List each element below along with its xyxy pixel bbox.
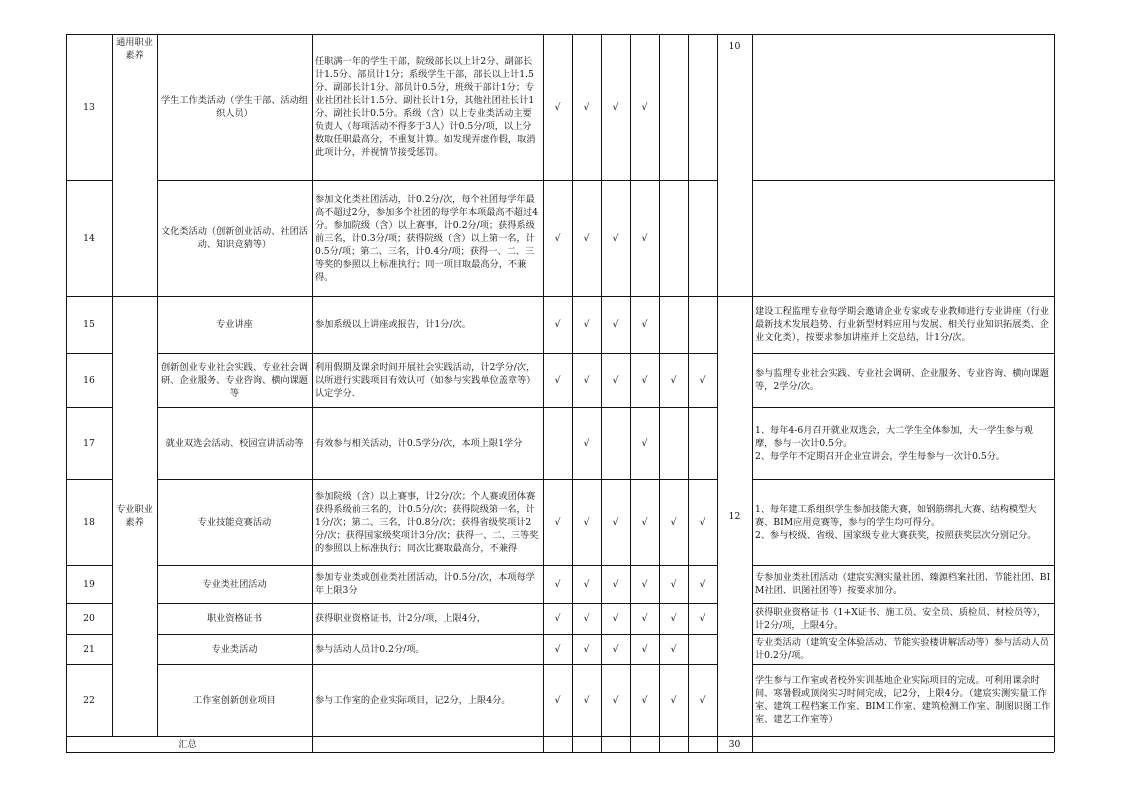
grid-line	[66, 603, 112, 604]
row-number-text: 14	[83, 232, 95, 244]
remark-text: 学生参与工作室或者校外实训基地企业实际项目的完成。可利用课余时间、寒暑假或顶岗实习时间完成，记2分，上限4分。（建宸实测实量工作室、建筑工程档案工作室、BIM工作室、建筑检测工作室、制图识图工作室、建艺工作室等）	[755, 675, 1051, 725]
points-general-text: 10	[728, 41, 741, 52]
scoring-criteria	[312, 353, 543, 407]
check-cell-text: √	[641, 643, 648, 655]
activity-name	[157, 34, 312, 180]
check-cell	[601, 479, 630, 565]
grid-line	[66, 479, 112, 480]
points-professional	[717, 296, 752, 736]
activity-name	[157, 634, 312, 664]
scoring-criteria	[312, 603, 543, 634]
check-cell	[659, 180, 688, 296]
activity-name	[157, 603, 312, 634]
scoring-criteria	[312, 296, 543, 353]
activity-name	[157, 296, 312, 353]
check-cell-text: √	[699, 516, 706, 528]
check-cell-text: √	[699, 578, 706, 590]
check-cell-text: √	[583, 613, 590, 624]
check-cell-text: √	[554, 374, 561, 386]
check-cell-text: √	[554, 516, 561, 528]
check-cell	[659, 664, 688, 736]
check-cell	[543, 407, 572, 479]
remark	[752, 34, 1054, 180]
check-cell-text: √	[583, 643, 590, 655]
remark-text: 1、每年建工系组织学生参加技能大赛，如钢筋绑扎大赛、结构模型大赛、BIM应用竞赛等，参与的学生均可得分。 2、参与校级、省级、国家级专业大赛获奖，按照获奖层次分别记分。	[755, 503, 1037, 541]
grid-line	[157, 353, 717, 354]
grid-line	[157, 736, 717, 737]
check-cell	[659, 34, 688, 180]
check-cell-text: √	[641, 101, 648, 113]
check-cell	[601, 565, 630, 603]
check-cell-text: √	[670, 643, 677, 655]
check-cell-text: √	[554, 694, 561, 706]
check-cell-text: √	[612, 613, 619, 624]
scoring-criteria-text: 参加系级以上讲座或报告，计1分/次。	[315, 319, 471, 330]
check-cell-text: √	[641, 374, 648, 386]
remark	[752, 407, 1054, 479]
grid-line	[601, 34, 602, 752]
check-cell-text: √	[641, 516, 648, 528]
check-cell	[543, 479, 572, 565]
row-number-text: 18	[83, 516, 95, 528]
total-label-text: 汇总	[178, 738, 197, 750]
row-number	[66, 634, 112, 664]
scoring-criteria-text: 有效参与相关活动，计0.5学分/次，本项上限1学分	[315, 437, 523, 449]
grid-line	[112, 736, 157, 737]
check-cell-text: √	[670, 694, 677, 706]
remark	[752, 664, 1054, 736]
scoring-criteria-text: 获得职业资格证书，计2分/项，上限4分，	[315, 613, 486, 624]
table-right-border	[1054, 34, 1055, 752]
check-cell-text: √	[554, 319, 561, 330]
check-cell-text: √	[612, 232, 619, 244]
check-cell-text: √	[583, 694, 590, 706]
check-cell-text: √	[612, 643, 619, 655]
scoring-criteria-text: 参与工作室的企业实际项目，记2分，上限4分。	[315, 694, 511, 706]
check-cell	[630, 565, 659, 603]
grid-line	[312, 34, 313, 752]
grid-line	[157, 180, 717, 181]
check-cell-text: √	[583, 319, 590, 330]
check-cell	[659, 634, 688, 664]
check-cell	[688, 296, 717, 353]
activity-name	[157, 353, 312, 407]
grid-line	[752, 34, 753, 752]
category-professional	[112, 296, 157, 736]
check-cell-text: √	[612, 319, 619, 330]
row-number	[66, 565, 112, 603]
remark	[752, 479, 1054, 565]
grid-line	[752, 407, 1054, 408]
activity-name	[157, 180, 312, 296]
check-cell-text: √	[554, 578, 561, 590]
check-cell-text: √	[554, 643, 561, 655]
grid-line	[157, 479, 717, 480]
grid-line	[157, 407, 717, 408]
grid-line	[752, 565, 1054, 566]
grid-line	[659, 34, 660, 752]
check-cell	[659, 296, 688, 353]
check-cell-text: √	[641, 694, 648, 706]
check-cell	[659, 407, 688, 479]
scoring-criteria-text: 任职满一年的学生干部，院级部长以上计2分、副部长计1.5分、部员计1分；系级学生干部，部长以上计1.5分、副部长计1分、部员计0.5分，班级干部计1分；专业社团社长计1.5分、副社长计1分，其他社团社长计1分、副社长计0.5分。系级（含）以上专业类活动主要负责人（每项活动不得多于3人）计0.5分/项，以上分数取任职最高分，不重复计算。如发现弄虚作假，取消此项计分，并视情节接受惩罚。	[315, 56, 536, 158]
check-cell	[688, 664, 717, 736]
grid-line	[572, 34, 573, 752]
remark-text: 专参加业类社团活动（建宸实测实量社团、臻源档案社团、节能社团、BIM社团、识图社团等）按要求加分。	[755, 572, 1051, 596]
activity-name-text: 职业资格证书	[206, 613, 263, 624]
grid-line	[752, 479, 1054, 480]
row-number-text: 20	[83, 613, 95, 624]
check-cell	[630, 664, 659, 736]
scoring-criteria	[312, 34, 543, 180]
check-cell-text: √	[670, 516, 677, 528]
check-cell	[688, 407, 717, 479]
grid-line	[717, 736, 752, 737]
check-cell-text: √	[612, 516, 619, 528]
row-number-text: 19	[83, 578, 95, 590]
check-cell	[572, 603, 601, 634]
scoring-criteria-text: 参加专业类或创业类社团活动，计0.5分/次，本项每学年上限3分	[315, 572, 535, 596]
check-cell	[572, 664, 601, 736]
remark-text: 参与监理专业社会实践、专业社会调研、企业服务、专业咨询、横向课题等，2学分/次。	[755, 368, 1049, 392]
check-cell	[543, 664, 572, 736]
check-cell-text: √	[554, 232, 561, 244]
check-cell	[543, 180, 572, 296]
check-cell	[659, 479, 688, 565]
check-cell	[630, 296, 659, 353]
activity-name-text: 专业讲座	[216, 319, 253, 330]
grid-line	[66, 407, 112, 408]
activity-name-text: 专业类活动	[211, 643, 258, 655]
category-general	[112, 34, 157, 296]
check-cell-text: √	[699, 694, 706, 706]
total-points	[717, 736, 752, 752]
points-general	[717, 34, 752, 296]
check-cell	[630, 603, 659, 634]
check-cell	[572, 479, 601, 565]
remark	[752, 603, 1054, 634]
check-cell	[630, 353, 659, 407]
check-cell-text: √	[583, 437, 590, 449]
check-cell	[688, 180, 717, 296]
grid-line	[66, 353, 112, 354]
activity-name-text: 学生工作类活动（学生干部、活动组织人员）	[161, 95, 308, 119]
check-cell	[688, 603, 717, 634]
row-number	[66, 603, 112, 634]
grid-line	[112, 34, 113, 736]
activity-name	[157, 664, 312, 736]
row-number-text: 22	[83, 694, 95, 706]
check-cell	[601, 634, 630, 664]
check-cell	[601, 296, 630, 353]
row-number	[66, 34, 112, 180]
check-cell-text: √	[641, 613, 648, 624]
remark	[752, 565, 1054, 603]
check-cell	[688, 34, 717, 180]
row-number	[66, 479, 112, 565]
check-cell-text: √	[583, 516, 590, 528]
check-cell-text: √	[583, 578, 590, 590]
points-professional-text: 12	[728, 510, 741, 522]
remark-text: 专业类活动（建筑安全体验活动、节能实验楼讲解活动等）参与活动人员计0.2分/项。	[755, 637, 1049, 661]
check-cell	[630, 180, 659, 296]
remark	[752, 353, 1054, 407]
grid-line	[717, 296, 752, 297]
check-cell	[601, 353, 630, 407]
grid-line	[157, 565, 717, 566]
check-cell	[688, 565, 717, 603]
row-number	[66, 180, 112, 296]
check-cell	[543, 296, 572, 353]
remark	[752, 296, 1054, 353]
check-cell-text: √	[583, 374, 590, 386]
check-cell	[572, 407, 601, 479]
activity-name-text: 文化类活动（创新创业活动、社团活动、知识竞猜等）	[161, 226, 308, 250]
grid-line	[688, 34, 689, 752]
check-cell-text: √	[612, 374, 619, 386]
scoring-criteria-text: 参与活动人员计0.2分/项。	[315, 643, 425, 655]
check-cell	[543, 34, 572, 180]
check-cell	[688, 353, 717, 407]
activity-name-text: 专业技能竞赛活动	[197, 516, 272, 528]
check-cell	[659, 353, 688, 407]
grid-line	[66, 664, 112, 665]
check-cell-text: √	[699, 613, 706, 624]
check-cell-text: √	[554, 101, 561, 113]
remark	[752, 180, 1054, 296]
activity-name-text: 就业双选会活动、校园宣讲活动等	[165, 437, 304, 449]
grid-line	[157, 603, 717, 604]
remark-text: 1、每年4-6月召开就业双选会，大二学生全体参加，大一学生参与观摩，参与一次计0.5分。 2、每学年不定期召开企业宣讲会，学生每参与一次计0.5分。	[755, 424, 1033, 462]
grid-line	[157, 34, 158, 736]
check-cell-text: √	[612, 694, 619, 706]
grid-line	[752, 603, 1054, 604]
activity-name-text: 专业类社团活动	[202, 578, 267, 590]
grid-line	[752, 353, 1054, 354]
category-general-text: 通用职业素养	[116, 37, 153, 61]
activity-name-text: 创新创业专业社会实践、专业社会调研、企业服务、专业咨询、横向课题等	[161, 361, 308, 399]
remark-text: 建设工程监理专业每学期会邀请企业专家或专业教师进行专业讲座（行业最新技术发展趋势、行业新型材料应用与发展、相关行业知识拓展类、企业文化类），按要求参加讲座并上交总结，计1分/次。	[755, 306, 1049, 343]
check-cell	[659, 565, 688, 603]
table-bottom-border	[66, 752, 1054, 753]
check-cell	[630, 407, 659, 479]
check-cell	[630, 34, 659, 180]
grid-line	[66, 180, 112, 181]
check-cell	[572, 296, 601, 353]
check-cell-text: √	[612, 578, 619, 590]
check-cell	[601, 407, 630, 479]
check-cell	[659, 603, 688, 634]
check-cell-text: √	[641, 578, 648, 590]
scoring-criteria	[312, 407, 543, 479]
check-cell	[601, 34, 630, 180]
check-cell	[601, 603, 630, 634]
check-cell-text: √	[699, 374, 706, 386]
category-professional-text: 专业职业素养	[116, 504, 153, 528]
check-cell	[601, 664, 630, 736]
check-cell-text: √	[670, 613, 677, 624]
row-number	[66, 353, 112, 407]
grid-line	[66, 634, 112, 635]
row-number	[66, 664, 112, 736]
row-number-text: 16	[83, 374, 95, 386]
grid-line	[717, 34, 718, 752]
check-cell	[630, 479, 659, 565]
remark	[752, 634, 1054, 664]
table-left-border	[66, 34, 67, 752]
grid-line	[543, 34, 544, 752]
check-cell	[572, 34, 601, 180]
activity-name	[157, 479, 312, 565]
check-cell	[601, 180, 630, 296]
grid-line	[752, 736, 1054, 737]
check-cell-text: √	[612, 101, 619, 113]
row-number-text: 13	[83, 101, 95, 113]
check-cell	[688, 634, 717, 664]
activity-name	[157, 565, 312, 603]
total-label	[66, 736, 312, 752]
check-cell-text: √	[641, 437, 648, 449]
check-cell	[543, 565, 572, 603]
scoring-criteria	[312, 180, 543, 296]
grid-line	[752, 180, 1054, 181]
check-cell-text: √	[641, 319, 648, 330]
check-cell	[688, 479, 717, 565]
check-cell-text: √	[670, 578, 677, 590]
grid-line	[752, 296, 1054, 297]
check-cell	[572, 180, 601, 296]
grid-line	[752, 664, 1054, 665]
check-cell	[543, 353, 572, 407]
scoring-criteria	[312, 664, 543, 736]
scoring-criteria	[312, 634, 543, 664]
remark-text: 获得职业资格证书（1+X证书、施工员、安全员、质检员、材检员等），计2分/项，上限4分。	[755, 606, 1047, 631]
check-cell	[572, 353, 601, 407]
grid-line	[157, 664, 717, 665]
check-cell	[543, 603, 572, 634]
row-number-text: 21	[83, 643, 95, 655]
check-cell-text: √	[583, 101, 590, 113]
grid-line	[157, 296, 717, 297]
row-number	[66, 407, 112, 479]
scoring-criteria	[312, 565, 543, 603]
scoring-criteria-text: 参加文化类社团活动，计0.2分/次，每个社团每学年最高不超过2分，参加多个社团的每学年本项最高不超过4分。参加院级（含）以上赛事，计0.2分/项；获得系级前三名，计0.3分/项；获得院级（含）以上第一名，计0.5分/项；第二、三名，计0.4分/项；获得一、二、三等奖的参照以上标准执行；同一项目取最高分，不兼得。	[315, 193, 539, 283]
scoring-criteria-text: 利用假期及课余时间开展社会实践活动，计2学分/次，以所进行实践项目有效认可（如参与实践单位盖章等）认定学分.	[315, 361, 536, 399]
check-cell	[543, 634, 572, 664]
check-cell	[572, 634, 601, 664]
check-cell-text: √	[583, 232, 590, 244]
grid-line	[752, 634, 1054, 635]
grid-line	[157, 634, 717, 635]
grid-line	[66, 565, 112, 566]
check-cell-text: √	[554, 613, 561, 624]
scoring-criteria-text: 参加院级（含）以上赛事，计2分/次；个人赛或团体赛获得系级前三名的，计0.5分/次；获得院级第一名，计1分/次；第二、三名，计0.8分/次；获得省级奖项计2分/次；获得国家级奖项计3分/次；获得一、二、三等奖的参照以上标准执行；同次比赛取最高分，不兼得	[315, 490, 539, 554]
activity-name-text: 工作室创新创业项目	[193, 694, 276, 706]
check-cell-text: √	[641, 232, 648, 244]
row-number	[66, 296, 112, 353]
check-cell	[630, 634, 659, 664]
table-top-border	[66, 34, 1054, 35]
grid-line	[112, 296, 157, 297]
check-cell	[572, 565, 601, 603]
total-points-text: 30	[728, 738, 741, 750]
grid-line	[66, 296, 112, 297]
row-number-text: 15	[83, 319, 95, 330]
check-cell-text: √	[670, 374, 677, 386]
activity-name	[157, 407, 312, 479]
grid-line	[66, 736, 112, 737]
grid-line	[630, 34, 631, 752]
scoring-criteria	[312, 479, 543, 565]
row-number-text: 17	[83, 437, 95, 449]
